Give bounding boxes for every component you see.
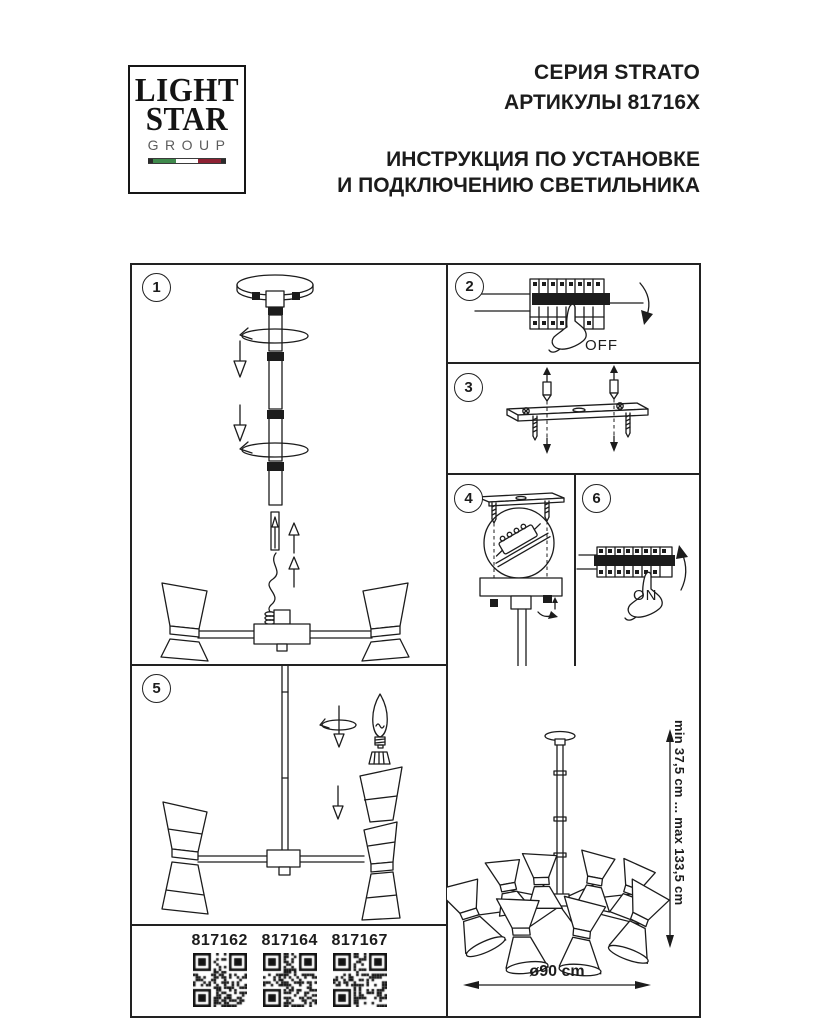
qr-unit-817167 bbox=[332, 932, 388, 1016]
document-header bbox=[337, 61, 700, 198]
step-3-badge: 3 bbox=[454, 373, 483, 402]
article-number: 817167 bbox=[331, 932, 388, 949]
article-number: 817164 bbox=[261, 932, 318, 949]
step-3-mounting-bracket-drawing bbox=[447, 364, 699, 475]
step-6-badge: 6 bbox=[582, 484, 611, 513]
step-1-badge: 1 bbox=[142, 273, 171, 302]
qr-code-817164 bbox=[263, 953, 317, 1007]
height-dimension-label: min 37,5 cm ... max 133,5 cm bbox=[672, 720, 687, 906]
article-number: 817162 bbox=[191, 932, 248, 949]
qr-unit-817162 bbox=[192, 932, 248, 1016]
diameter-dimension-arrow bbox=[463, 981, 651, 989]
logo-word-star: STAR bbox=[145, 99, 229, 137]
off-label: OFF bbox=[585, 337, 618, 354]
italian-flag-stripe bbox=[148, 158, 226, 164]
series-title: СЕРИЯ STRATO bbox=[534, 61, 700, 84]
step-4-badge: 4 bbox=[454, 484, 483, 513]
qr-unit-817164 bbox=[262, 932, 318, 1016]
logo-word-light: LIGHT bbox=[134, 70, 240, 109]
qr-codes-row bbox=[132, 926, 447, 1016]
step-5-shade-bulb-drawing bbox=[132, 666, 447, 926]
step-2-breaker-off-drawing bbox=[447, 265, 699, 364]
logo-word-group: GROUP bbox=[147, 137, 232, 154]
on-label: ON bbox=[633, 587, 658, 604]
qr-code-817167 bbox=[333, 953, 387, 1007]
instruction-title-line2: И ПОДКЛЮЧЕНИЮ СВЕТИЛЬНИКА bbox=[337, 173, 700, 197]
diameter-dimension-label: ø90 cm bbox=[529, 963, 585, 980]
step-1-rod-assembly-drawing bbox=[132, 265, 447, 666]
articles-title: АРТИКУЛЫ 81716X bbox=[504, 91, 700, 114]
lightstar-logo bbox=[128, 65, 246, 194]
qr-code-817162 bbox=[193, 953, 247, 1007]
instruction-grid bbox=[130, 263, 701, 1018]
step-5-badge: 5 bbox=[142, 674, 171, 703]
instruction-title-line1: ИНСТРУКЦИЯ ПО УСТАНОВКЕ bbox=[386, 148, 700, 171]
step-2-badge: 2 bbox=[455, 272, 484, 301]
